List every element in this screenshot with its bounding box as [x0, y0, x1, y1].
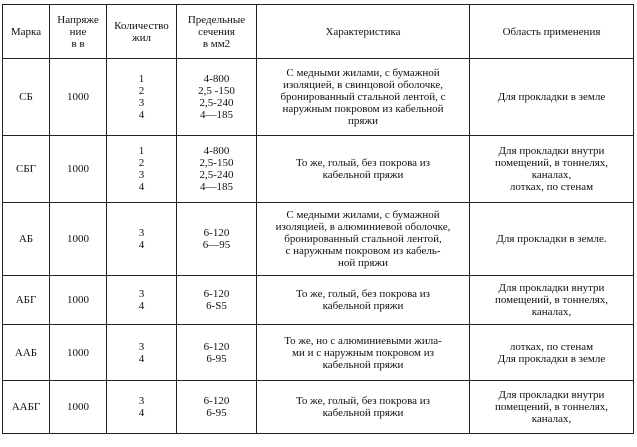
cell-voltage: 1000 [50, 276, 107, 325]
cell-sections: 4-800 2,5-150 2,5-240 4—185 [177, 136, 257, 203]
cell-usage: Для прокладки внутри помещений, в тоннелях, каналах, [470, 381, 634, 434]
cell-cores: 3 4 [107, 381, 177, 434]
cable-table [2, 4, 634, 434]
cell-marka: АБ [3, 203, 50, 276]
cell-description: С медными жилами, с бумажной изоляцией, в свинцовой оболочке, бронированный стальной лентой, с наружным покровом из кабельной пряжи [257, 59, 470, 136]
table-body [3, 59, 634, 434]
cell-sections: 6-120 6-95 [177, 381, 257, 434]
cell-marka: ААБ [3, 325, 50, 381]
cell-usage: Для прокладки в земле. [470, 203, 634, 276]
table-row [3, 59, 634, 136]
header-sections: Предельные сечения в мм2 [177, 5, 257, 59]
cell-marka: ААБГ [3, 381, 50, 434]
cell-description: То же, голый, без покрова из кабельной пряжи [257, 276, 470, 325]
cell-usage: Для прокладки внутри помещений, в тоннелях, каналах, лотках, по стенам [470, 136, 634, 203]
header-description: Характеристика [257, 5, 470, 59]
cell-sections: 6-120 6-95 [177, 325, 257, 381]
cell-description: То же, голый, без покрова из кабельной пряжи [257, 381, 470, 434]
cell-cores: 3 4 [107, 325, 177, 381]
cell-marka: СБ [3, 59, 50, 136]
cell-cores: 3 4 [107, 203, 177, 276]
cell-voltage: 1000 [50, 136, 107, 203]
cell-voltage: 1000 [50, 59, 107, 136]
table-row [3, 136, 634, 203]
cell-description: То же, голый, без покрова из кабельной пряжи [257, 136, 470, 203]
table-row [3, 276, 634, 325]
cell-cores: 1 2 3 4 [107, 136, 177, 203]
table-row [3, 381, 634, 434]
cell-usage: Для прокладки внутри помещений, в тоннелях, каналах, [470, 276, 634, 325]
cell-voltage: 1000 [50, 203, 107, 276]
cell-description: То же, но с алюминиевыми жила- ми и с наружным покровом из кабельной пряжи [257, 325, 470, 381]
cell-usage: Для прокладки в земле [470, 59, 634, 136]
header-row [3, 5, 634, 59]
cell-cores: 1 2 3 4 [107, 59, 177, 136]
cell-cores: 3 4 [107, 276, 177, 325]
cell-usage: лотках, по стенам Для прокладки в земле [470, 325, 634, 381]
cell-voltage: 1000 [50, 381, 107, 434]
table-row [3, 203, 634, 276]
cell-sections: 6-120 6—95 [177, 203, 257, 276]
header-usage: Область применения [470, 5, 634, 59]
cell-sections: 6-120 6-S5 [177, 276, 257, 325]
cell-sections: 4-800 2,5 -150 2,5-240 4—185 [177, 59, 257, 136]
header-cores: Количество жил [107, 5, 177, 59]
cell-marka: АБГ [3, 276, 50, 325]
cell-marka: СБГ [3, 136, 50, 203]
cell-description: С медными жилами, с бумажной изоляцией, в алюминиевой оболочке, бронированный стальной лентой, с наружным покровом из кабель- ной пряжи [257, 203, 470, 276]
table-header [3, 5, 634, 59]
cell-voltage: 1000 [50, 325, 107, 381]
header-voltage: Напряже ние в в [50, 5, 107, 59]
header-marka: Марка [3, 5, 50, 59]
table-row [3, 325, 634, 381]
